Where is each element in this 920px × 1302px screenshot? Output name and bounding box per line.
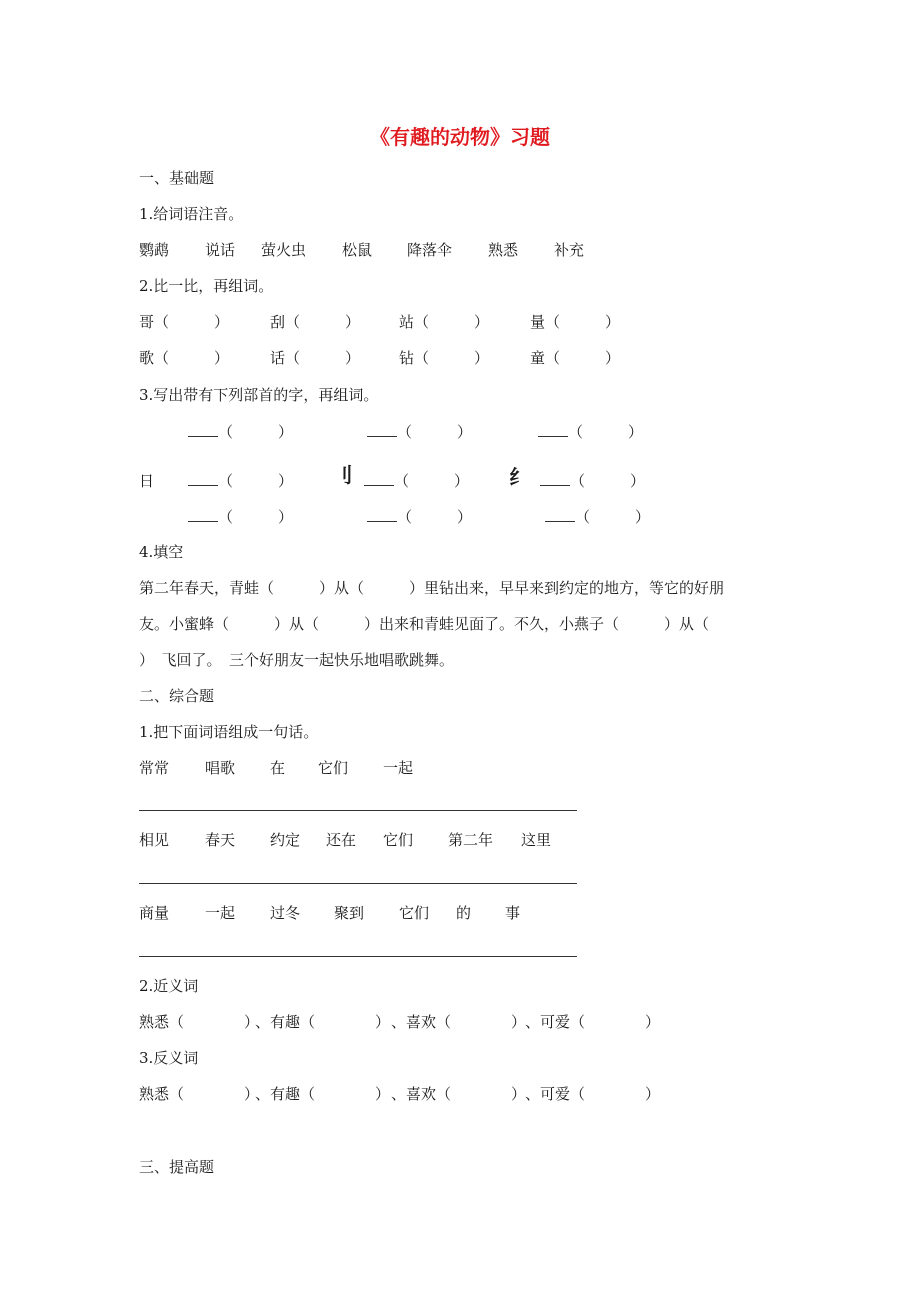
q3-blank: （ ）: [545, 507, 650, 527]
q21-word: 唱歌: [205, 759, 236, 777]
q21-word: 它们: [399, 904, 430, 922]
q21-word: 它们: [383, 831, 414, 849]
q2-item: 哥（ ）: [139, 313, 230, 331]
q21-word: 一起: [205, 904, 236, 922]
q21-word: 第二年: [448, 831, 494, 849]
q3-blank: （ ）: [367, 507, 472, 527]
question-1: 1.给词语注音。: [139, 205, 244, 223]
q21-word: 它们: [318, 759, 349, 777]
section-1-heading: 一、基础题: [139, 169, 215, 187]
q4-text-line: ） 飞回了。 三个好朋友一起快乐地唱歌跳舞。: [139, 651, 455, 669]
q3-blank: （ ）: [540, 471, 645, 491]
question-3: 3.写出带有下列部首的字，再组词。: [139, 386, 379, 404]
q3-blank: （ ）: [188, 422, 293, 442]
question-2: 2.比一比，再组词。: [139, 277, 274, 295]
q3-blank: （ ）: [367, 422, 472, 442]
q1-word: 熟悉: [488, 241, 519, 259]
question-4: 4.填空: [139, 543, 184, 561]
q1-word: 降落伞: [407, 241, 453, 259]
q21-word: 过冬: [270, 904, 301, 922]
q22-item: 、可爱（ ）: [525, 1013, 661, 1031]
question-2-1: 1.把下面词语组成一句话。: [139, 723, 319, 741]
q1-word: 补充: [554, 241, 585, 259]
q23-item: 、喜欢（ ）: [391, 1085, 527, 1103]
q23-item: 、有趣（ ）: [255, 1085, 391, 1103]
page-title: 《有趣的动物》习题: [370, 125, 550, 149]
q3-blank: （ ）: [188, 471, 293, 491]
q1-word: 萤火虫: [261, 241, 307, 259]
q21-word: 常常: [139, 759, 170, 777]
answer-line: [139, 810, 577, 811]
q2-item: 话（ ）: [270, 349, 361, 367]
q22-item: 、喜欢（ ）: [391, 1013, 527, 1031]
q21-word: 还在: [326, 831, 357, 849]
q3-radical: 日: [139, 472, 155, 490]
q21-word: 聚到: [334, 904, 365, 922]
q2-item: 刮（ ）: [270, 313, 361, 331]
q2-item: 歌（ ）: [139, 349, 230, 367]
q4-text-line: 友。小蜜蜂（ ）从（ ）出来和青蛙见面了。不久，小燕子（ ）从（: [139, 615, 710, 633]
q2-item: 钻（ ）: [399, 349, 490, 367]
q2-item: 童（ ）: [530, 349, 621, 367]
q1-word: 说话: [205, 241, 236, 259]
q21-word: 这里: [521, 831, 552, 849]
q3-radical: 刂: [333, 463, 353, 487]
q3-blank: （ ）: [364, 471, 469, 491]
q23-item: 熟悉（ ）: [139, 1085, 260, 1103]
q22-item: 熟悉（ ）: [139, 1013, 260, 1031]
q1-word: 松鼠: [342, 241, 373, 259]
answer-line: [139, 883, 577, 884]
question-2-3: 3.反义词: [139, 1049, 199, 1067]
q22-item: 、有趣（ ）: [255, 1013, 391, 1031]
q21-word: 春天: [205, 831, 236, 849]
q21-word: 商量: [139, 904, 170, 922]
q21-word: 一起: [383, 759, 414, 777]
section-3-heading: 三、提高题: [139, 1158, 215, 1176]
question-2-2: 2.近义词: [139, 977, 199, 995]
q21-word: 相见: [139, 831, 170, 849]
q3-blank: （ ）: [538, 422, 643, 442]
q2-item: 站（ ）: [399, 313, 490, 331]
q21-word: 事: [505, 904, 521, 922]
answer-line: [139, 956, 577, 957]
q3-radical: 纟: [509, 465, 529, 489]
q21-word: 的: [456, 904, 472, 922]
q3-blank: （ ）: [188, 507, 293, 527]
q23-item: 、可爱（ ）: [525, 1085, 661, 1103]
section-2-heading: 二、综合题: [139, 687, 215, 705]
q2-item: 量（ ）: [530, 313, 621, 331]
q1-word: 鹦鹉: [139, 241, 170, 259]
q21-word: 约定: [270, 831, 301, 849]
q4-text-line: 第二年春天，青蛙（ ）从（ ）里钻出来，早早来到约定的地方，等它的好朋: [139, 579, 725, 597]
q21-word: 在: [270, 759, 286, 777]
